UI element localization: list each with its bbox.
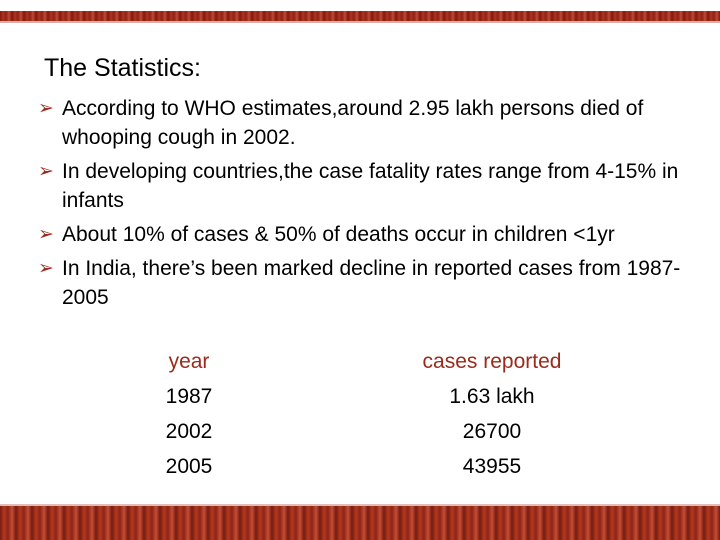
statistics-table	[0, 344, 720, 484]
cases-column-header: cases reported	[422, 350, 562, 373]
cases-cell: 1.63 lakh	[449, 385, 535, 408]
arrow-bullet-icon: ➢	[38, 258, 54, 279]
slide-title: The Statistics:	[44, 54, 201, 82]
table-row	[0, 449, 720, 484]
year-column-header: year	[168, 350, 210, 373]
year-cell: 1987	[165, 385, 213, 408]
table-row	[0, 379, 720, 414]
top-decorative-band	[0, 11, 720, 21]
table-row	[0, 414, 720, 449]
year-cell: 2005	[165, 455, 213, 478]
bullet-text: About 10% of cases & 50% of deaths occur in children <1yr	[62, 223, 615, 246]
bullet-text: In developing countries,the case fatality rates range from 4-15% in infants	[62, 160, 679, 212]
bullet-item	[38, 220, 688, 249]
cases-cell: 26700	[462, 420, 522, 443]
bullet-item	[38, 94, 688, 152]
bullet-text: According to WHO estimates,around 2.95 lakh persons died of whooping cough in 2002.	[62, 97, 644, 149]
bullet-item	[38, 157, 688, 215]
bullet-text: In India, there’s been marked decline in reported cases from 1987-2005	[62, 257, 681, 309]
bottom-decorative-band	[0, 506, 720, 540]
arrow-bullet-icon: ➢	[38, 161, 54, 182]
top-band-highlight	[0, 21, 720, 23]
year-cell: 2002	[165, 420, 213, 443]
arrow-bullet-icon: ➢	[38, 224, 54, 245]
arrow-bullet-icon: ➢	[38, 98, 54, 119]
bullet-item	[38, 254, 688, 312]
bullet-list	[38, 94, 688, 317]
table-header-row	[0, 344, 720, 379]
cases-cell: 43955	[462, 455, 522, 478]
